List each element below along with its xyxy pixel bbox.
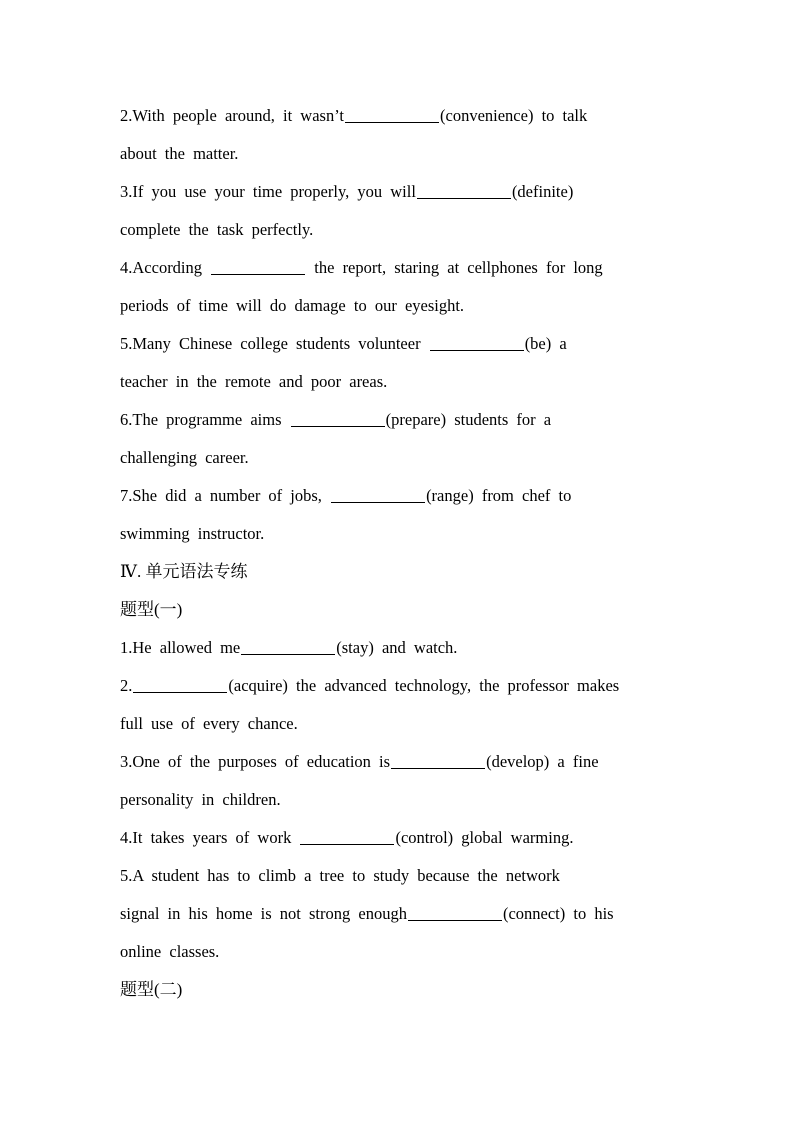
s3-q2-blank[interactable] <box>345 121 439 123</box>
s4-q4-text-after: (control) global warming. <box>395 828 574 847</box>
s4-q3-line2: personality in children. <box>120 790 281 809</box>
s3-q2-line2: about the matter. <box>120 144 239 163</box>
s3-q4-text-before: 4.According <box>120 258 211 277</box>
s4-q4-text-before: 4.It takes years of work <box>120 828 300 847</box>
s3-q7-line1 <box>120 477 680 515</box>
s3-q4-line1 <box>120 249 680 287</box>
s4-q1-blank[interactable] <box>241 653 335 655</box>
s3-q7-line2: swimming instructor. <box>120 524 265 543</box>
s4-q1-line1 <box>120 629 680 667</box>
s3-q6-blank[interactable] <box>291 425 385 427</box>
s3-q2-line1 <box>120 97 680 135</box>
section-4-heading: Ⅳ. 单元语法专练 <box>120 562 248 581</box>
worksheet-content <box>120 97 680 1009</box>
s3-q3-line2: complete the task perfectly. <box>120 220 314 239</box>
s3-q2-text-before: 2.With people around, it wasn’t <box>120 106 344 125</box>
s4-q1-text-after: (stay) and watch. <box>336 638 458 657</box>
s3-q5-line1 <box>120 325 680 363</box>
s4-q2-line2: full use of every chance. <box>120 714 298 733</box>
s3-q3-line1 <box>120 173 680 211</box>
type-2-heading: 题型(二) <box>120 980 183 999</box>
s4-q5-blank[interactable] <box>408 919 502 921</box>
s3-q7-blank[interactable] <box>331 501 425 503</box>
s3-q7-text-before: 7.She did a number of jobs, <box>120 486 331 505</box>
s4-q5-line2 <box>120 895 680 933</box>
s3-q4-blank[interactable] <box>211 273 305 275</box>
s4-q5-line3: online classes. <box>120 942 220 961</box>
s4-q4-blank[interactable] <box>300 843 394 845</box>
s3-q7-text-after: (range) from chef to <box>426 486 572 505</box>
s3-q3-text-after: (definite) <box>511 182 574 201</box>
s4-q5-text-before: signal in his home is not strong enough <box>120 904 407 923</box>
s3-q5-text-before: 5.Many Chinese college students volunteer <box>120 334 429 353</box>
s3-q6-text-before: 6.The programme aims <box>120 410 290 429</box>
s4-q3-text-after: (develop) a fine <box>486 752 599 771</box>
s3-q6-line2: challenging career. <box>120 448 249 467</box>
s3-q4-text-after: the report, staring at cellphones for long <box>306 258 603 277</box>
s3-q5-blank[interactable] <box>430 349 524 351</box>
s4-q5-line1: 5.A student has to climb a tree to study because the network <box>120 866 560 885</box>
s4-q2-text-before: 2. <box>120 676 133 695</box>
s3-q5-text-after: (be) a <box>524 334 567 353</box>
s3-q6-line1 <box>120 401 680 439</box>
s4-q3-blank[interactable] <box>391 767 485 769</box>
s4-q3-text-before: 3.One of the purposes of education is <box>120 752 391 771</box>
s3-q6-text-after: (prepare) students for a <box>385 410 552 429</box>
s4-q2-blank[interactable] <box>133 691 227 693</box>
s4-q3-line1 <box>120 743 680 781</box>
s4-q1-text-before: 1.He allowed me <box>120 638 241 657</box>
s3-q5-line2: teacher in the remote and poor areas. <box>120 372 388 391</box>
s3-q3-blank[interactable] <box>417 197 511 199</box>
s4-q5-text-after: (connect) to his <box>502 904 614 923</box>
s3-q4-line2: periods of time will do damage to our eyesight. <box>120 296 465 315</box>
type-1-heading: 题型(一) <box>120 600 183 619</box>
s4-q2-line1 <box>120 667 680 705</box>
s4-q4-line1 <box>120 819 680 857</box>
s4-q2-text-after: (acquire) the advanced technology, the professor makes <box>228 676 620 695</box>
s3-q3-text-before: 3.If you use your time properly, you will <box>120 182 416 201</box>
s3-q2-text-after: (convenience) to talk <box>440 106 588 125</box>
